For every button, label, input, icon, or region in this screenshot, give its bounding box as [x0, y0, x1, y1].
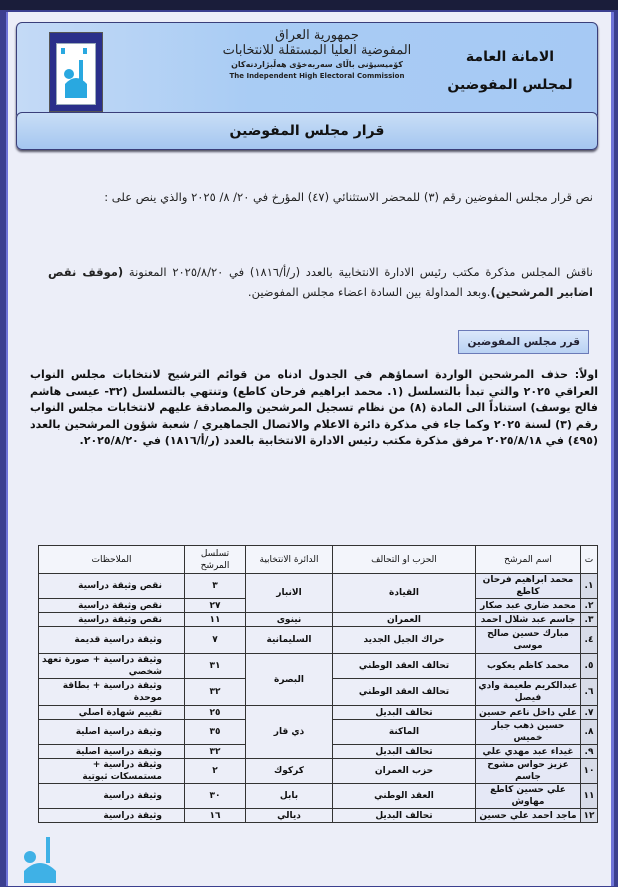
candidate-name: علي داخل ناعم حسين [476, 706, 581, 720]
commission-arabic: المفوضية العليا المستقلة للانتخابات [222, 43, 412, 58]
candidate-name: محمد ضاري عبد صكار [476, 599, 581, 613]
row-note: نقص وثيقة دراسية [39, 599, 185, 613]
candidate-serial: ٣١ [185, 654, 246, 679]
party-name: العمران [333, 613, 476, 627]
commission-english: The Independent High Electoral Commission [229, 72, 405, 80]
party-name: تحالف البديل [333, 706, 476, 720]
window-top-bar [0, 0, 618, 10]
party-name: تحالف العقد الوطني [333, 654, 476, 679]
document-title: قرار مجلس المفوضين [16, 112, 598, 150]
row-index: ٧. [581, 706, 598, 720]
row-index: ١. [581, 574, 598, 599]
candidate-name: ماجد احمد علي حسين [476, 809, 581, 823]
row-index: ٣. [581, 613, 598, 627]
col-candidate-name-header: اسم المرشح [476, 546, 581, 574]
col-notes-header: الملاحظات [39, 546, 185, 574]
table-row [39, 654, 598, 679]
table-row [39, 627, 598, 654]
document-page [6, 12, 614, 886]
party-name: حزب العمران [333, 759, 476, 784]
row-note: وثيقة دراسية + بطاقة موحدة [39, 679, 185, 706]
secretariat-title [445, 43, 575, 99]
col-district-header: الدائرة الانتخابية [246, 546, 333, 574]
candidate-serial: ٢٥ [185, 706, 246, 720]
discussion-paragraph [48, 262, 593, 302]
col-serial-header: تسلسل المرشح [185, 546, 246, 574]
commission-name [217, 29, 417, 81]
candidate-serial: ٣ [185, 574, 246, 599]
row-index: ١٢ [581, 809, 598, 823]
row-index: ٩. [581, 745, 598, 759]
row-note: وثيقة دراسية اصلية [39, 720, 185, 745]
intro-paragraph: نص قرار مجلس المفوضين رقم (٣) للمحضر الاستثنائي (٤٧) المؤرخ في ٢٠/ ٨/ ٢٠٢٥ والذي ينص على : [104, 190, 593, 204]
table-row [39, 784, 598, 809]
candidate-name: مبارك حسين صالح موسى [476, 627, 581, 654]
row-index: ٤. [581, 627, 598, 654]
discussion-text-2: .وبعد المداولة بين السادة اعضاء مجلس المفوضين. [247, 285, 491, 299]
candidate-serial: ٣٢ [185, 745, 246, 759]
candidate-serial: ٣٠ [185, 784, 246, 809]
candidate-name: حسين ذهب جبار خميس [476, 720, 581, 745]
electoral-district: البصرة [246, 654, 333, 706]
table-row [39, 574, 598, 599]
row-index: ١١ [581, 784, 598, 809]
candidate-name: عزيز حواس مشوح جاسم [476, 759, 581, 784]
party-name: العقد الوطني [333, 784, 476, 809]
candidate-serial: ٣٢ [185, 679, 246, 706]
electoral-district: الانبار [246, 574, 333, 613]
electoral-district: نينوى [246, 613, 333, 627]
row-note: وثيقة دراسية [39, 809, 185, 823]
row-index: ٦. [581, 679, 598, 706]
discussion-text-1: ناقش المجلس مذكرة مكتب رئيس الادارة الانتخابية بالعدد (ر/أ/١٨١٦) في ٢٠٢٥/٨/٢٠ المعنونة [123, 265, 593, 279]
candidate-name: غيداء عبد مهدي علي [476, 745, 581, 759]
party-name: تحالف البديل [333, 809, 476, 823]
party-name: تحالف العقد الوطني [333, 679, 476, 706]
row-note: وثيقة دراسية [39, 784, 185, 809]
row-note: وثيقة دراسية + مستمسكات ثبوتية [39, 759, 185, 784]
candidates-table [38, 545, 598, 823]
candidate-name: علي حسين كاطع مهاوش [476, 784, 581, 809]
commission-watermark-icon [20, 827, 60, 887]
electoral-district: السليمانية [246, 627, 333, 654]
candidate-serial: ١١ [185, 613, 246, 627]
candidate-serial: ٧ [185, 627, 246, 654]
electoral-district: كركوك [246, 759, 333, 784]
letterhead [16, 22, 598, 120]
row-index: ١٠ [581, 759, 598, 784]
candidate-serial: ٢٧ [185, 599, 246, 613]
col-party-header: الحزب او التحالف [333, 546, 476, 574]
decision-label: قرر مجلس المفوضين [458, 330, 589, 354]
row-note: نقص وثيقة دراسية [39, 613, 185, 627]
party-name: الماكنة [333, 720, 476, 745]
electoral-district: ذي قار [246, 706, 333, 759]
party-name: تحالف البديل [333, 745, 476, 759]
table-row [39, 759, 598, 784]
row-note: وثيقة دراسية اصلية [39, 745, 185, 759]
col-index-header: ت [581, 546, 598, 574]
candidate-name: محمد كاظم يعكوب [476, 654, 581, 679]
table-row [39, 809, 598, 823]
republic-of-iraq: جمهورية العراق [275, 28, 359, 43]
table-row [39, 706, 598, 720]
table-row [39, 613, 598, 627]
commission-logo [49, 32, 103, 112]
row-note: وثيقة دراسية + صورة تعهد شخصي [39, 654, 185, 679]
candidate-serial: ١٦ [185, 809, 246, 823]
commission-kurdish: كۆمیسیۆنی باڵای سەربەخۆی هەڵبژاردنەکان [231, 60, 403, 69]
electoral-district: ديالي [246, 809, 333, 823]
table-header-row [39, 546, 598, 574]
row-index: ٨. [581, 720, 598, 745]
row-index: ٢. [581, 599, 598, 613]
candidate-name: جاسم عبد شلال احمد [476, 613, 581, 627]
electoral-district: بابل [246, 784, 333, 809]
decision-paragraph: اولاً: حذف المرشحين الواردة اسماؤهم في الجدول ادناه من قوائم الترشيح لانتخابات مجلس النواب العراقي ٢٠٢٥ والتي تبدأ بالتسلسل (١. محمد ابراهيم فرحان كاطع) وتنتهي بالتسلسل (٣٢- عيسى هاشم فالح يوسف) استناداً الى المادة (٨) من نظام تسجيل المرشحين والمصادقة عليهم لانتخابات مجلس النواب رقم (٣) لسنة ٢٠٢٥ وكما جاء في مذكرة دائرة الاعلام والاتصال الجماهيري / شعبة شؤون المرشحين بالعدد (٤٩٥) في ٢٠٢٥/٨/١٨ مرفق مذكرة مكتب رئيس الادارة الانتخابية بالعدد (ر/أ/١٨١٦) في ٢٠٢٥/٨/٢٠. [30, 368, 598, 447]
party-name: حراك الجيل الجديد [333, 627, 476, 654]
row-note: تقييم شهادة اصلي [39, 706, 185, 720]
candidate-name: عبدالكريم طعيمة وادي فيصل [476, 679, 581, 706]
discussion-subject: (موقف نقص اضابير المرشحين) [48, 265, 593, 299]
candidate-serial: ٣٥ [185, 720, 246, 745]
candidate-name: محمد ابراهيم فرحان كاطع [476, 574, 581, 599]
row-index: ٥. [581, 654, 598, 679]
secretariat-line1: الامانة العامة [465, 49, 555, 65]
candidate-serial: ٢ [185, 759, 246, 784]
party-name: القيادة [333, 574, 476, 613]
row-note: وثيقة دراسية قديمة [39, 627, 185, 654]
secretariat-line2: لمجلس المفوضين [447, 77, 573, 93]
row-note: نقص وثيقة دراسية [39, 574, 185, 599]
